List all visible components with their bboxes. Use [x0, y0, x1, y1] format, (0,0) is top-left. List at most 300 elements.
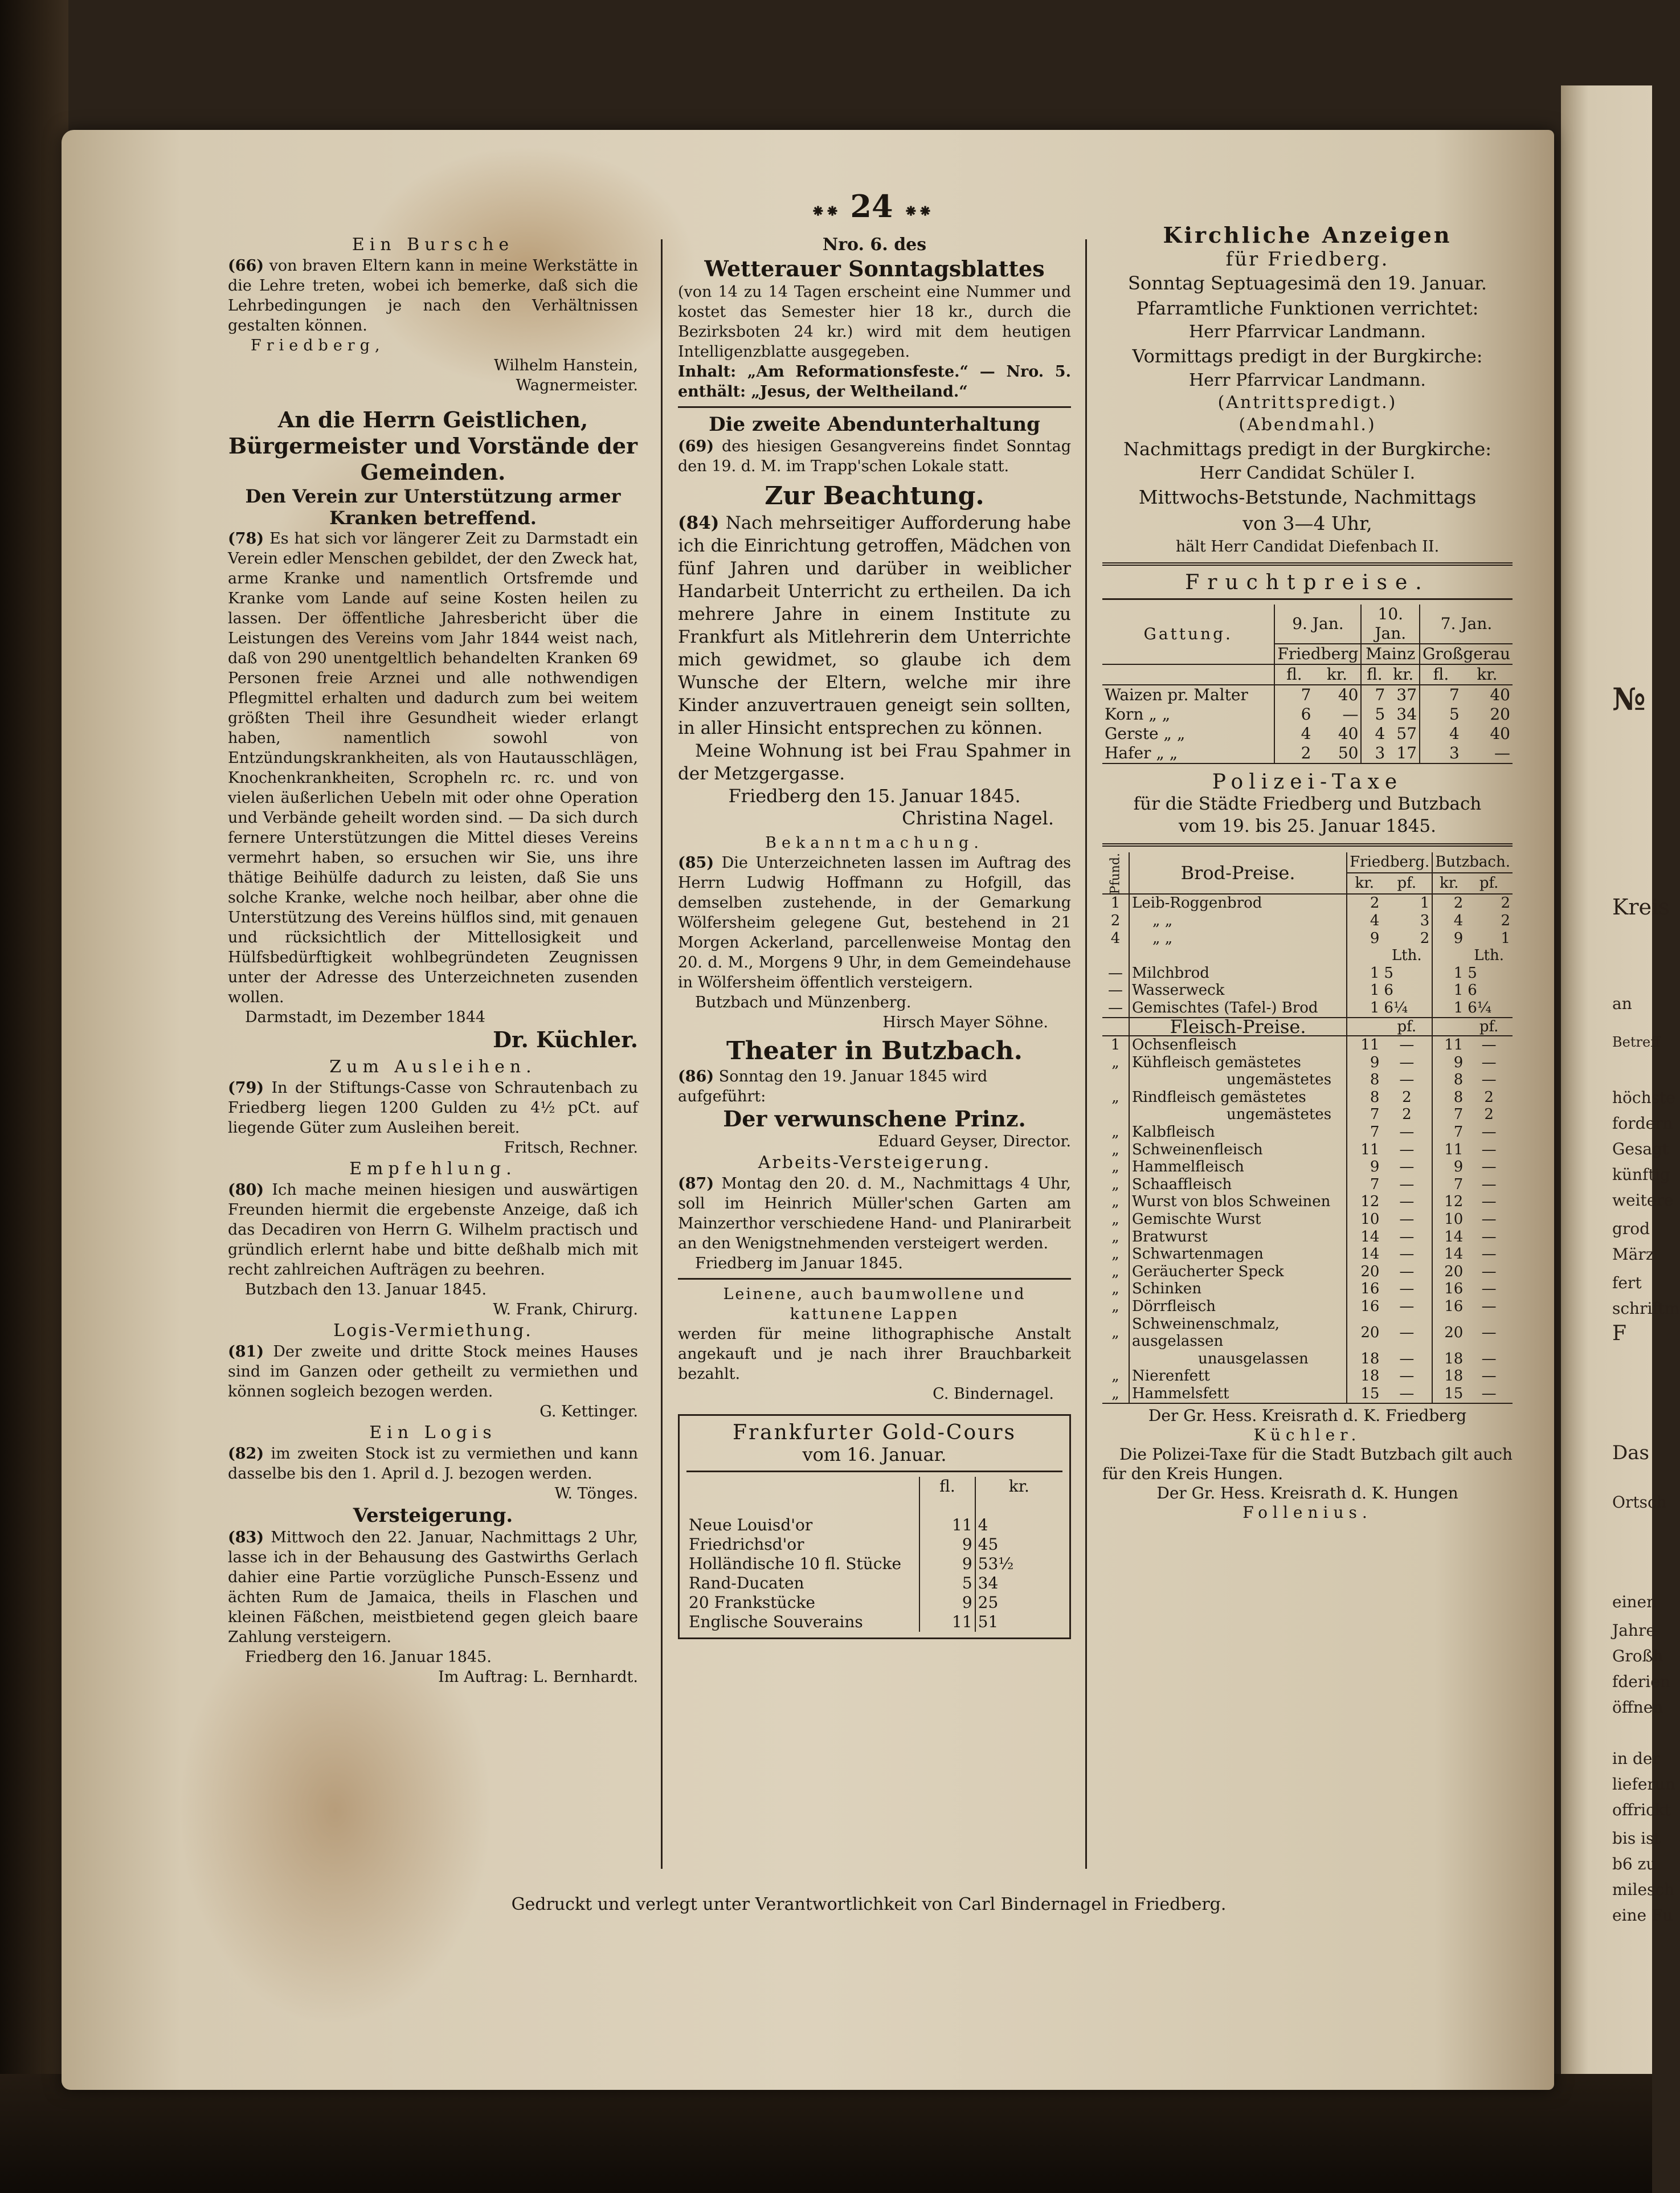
facing-fragment: milesch [1612, 1880, 1675, 1899]
ad-title: Logis-Vermiethung. [333, 1321, 533, 1341]
table-row [1102, 1193, 1513, 1211]
ad-signature: Wagnermeister. [516, 377, 638, 394]
gold-cours-title: Frankfurter Gold-Cours [732, 1421, 1017, 1444]
item-name: Kühfleisch gemästetes [1129, 1054, 1347, 1072]
cell: — [1481, 1280, 1497, 1298]
ad-text: werden für meine lithographische Anstalt angekauft und je nach ihrer Brauchbarkeit bezahlt. [678, 1325, 1071, 1383]
item-name: Leib-Roggenbrod [1129, 894, 1347, 912]
cell: 1 [1501, 929, 1510, 947]
cell: 20 [1490, 705, 1510, 724]
ad-place: Friedberg den 16. Januar 1845. [245, 1648, 492, 1666]
unit-lth: Lth. [1391, 947, 1422, 965]
table-row [1102, 1106, 1513, 1124]
ad-number: (79) [228, 1079, 264, 1097]
table-row: Englische Souverains 11 51 [686, 1612, 1062, 1632]
facing-fragment: Betreff [1612, 1034, 1661, 1050]
item-name: Gemischtes (Tafel-) Brod [1129, 999, 1347, 1018]
table-row [1102, 705, 1513, 724]
church-line: von 3—4 Uhr, [1242, 512, 1372, 534]
cell: — [1399, 1324, 1415, 1341]
cell: 9 [1347, 1158, 1381, 1176]
ad-text: des hiesigen Gesangvereins findet Sonntag den 19. d. M. im Trapp'schen Lokale statt. [678, 438, 1071, 475]
ad-number: (83) [228, 1529, 264, 1546]
unit-kr: kr. [1393, 665, 1414, 684]
item-name: Hammelsfett [1129, 1385, 1347, 1403]
facing-fragment: Das [1612, 1441, 1649, 1464]
table-row: 20 Frankstücke 9 25 [686, 1593, 1062, 1612]
ad-text: Mittwoch den 22. Januar, Nachmittags 2 Uhr, lasse ich in der Behausung des Gastwirths Gerlach dahier eine Partie vorzügliche Punsch-Essenz und ächten Rum de Jamaica, theils in Flaschen und kleinen Fäßchen, meistbietend gegen gleich baare Zahlung versteigern. [228, 1529, 638, 1646]
cell: 9 [1432, 1158, 1465, 1176]
column-left [228, 188, 638, 1687]
cell: — [1481, 1071, 1497, 1089]
cell: 8 [1347, 1071, 1381, 1089]
church-line: Herr Pfarrvicar Landmann. [1189, 322, 1426, 342]
cell: 1 [1432, 965, 1465, 982]
item-name: Schinken [1129, 1280, 1347, 1298]
grain-prices-title: Fruchtpreise. [1185, 571, 1430, 594]
table-row [1102, 685, 1513, 705]
cell: 6¼ [1384, 999, 1408, 1016]
ad-signature: Im Auftrag: L. Bernhardt. [438, 1668, 638, 1686]
cell: 4 [1420, 724, 1462, 744]
table-row: Neue Louisd'or 11 4 [686, 1516, 1062, 1535]
cell: — [1399, 1245, 1415, 1263]
police-tax-subtitle: für die Städte Friedberg und Butzbach [1133, 794, 1482, 814]
col-date: 10. Jan. [1361, 605, 1420, 644]
sonntagsblatt-title: Wetterauer Sonntagsblattes [704, 256, 1045, 281]
ad-text: In der Stiftungs-Casse von Schrautenbach zu Friedberg liegen 1200 Gulden zu 4½ pCt. auf liegende Güter zum Ausleihen bereit. [228, 1079, 638, 1137]
cell: 1 [1347, 965, 1381, 982]
cell: — [1399, 1124, 1415, 1141]
cell: „ [1111, 1158, 1119, 1176]
church-notices-subtitle: für Friedberg. [1225, 248, 1389, 271]
cell: 7 [1420, 685, 1462, 705]
cell: „ [1111, 1228, 1119, 1245]
cell: „ [1111, 1053, 1119, 1071]
cell: — [1399, 1350, 1415, 1367]
facing-fragment: öffnen [1612, 1698, 1663, 1717]
ad-signature: Wilhelm Hanstein, [493, 357, 638, 374]
cell: 3 [1420, 912, 1430, 929]
ad-signature: C. Bindernagel. [933, 1385, 1054, 1403]
facing-fragment: bis ist [1612, 1829, 1661, 1848]
cell: 12 [1432, 1193, 1465, 1211]
sonntagsblatt-line: Nro. 6. des [822, 235, 927, 255]
cell: — [1481, 1263, 1497, 1280]
cell: — [1399, 1211, 1415, 1228]
ad-signature: Eduard Geyser, Director. [878, 1133, 1071, 1150]
facing-fragment: fderien [1612, 1672, 1670, 1691]
unit-kr: kr. [1432, 873, 1465, 894]
table-row: Friedrichsd'or 9 45 [686, 1535, 1062, 1554]
table-row [1102, 1176, 1513, 1194]
cell: 5 [1420, 705, 1462, 724]
cell: 14 [1432, 1228, 1465, 1246]
church-line: Herr Pfarrvicar Landmann. [1189, 370, 1426, 390]
item-name: Hammelfleisch [1129, 1158, 1347, 1176]
item-name: „ „ [1129, 930, 1347, 948]
cell: 9 [1347, 930, 1381, 948]
cell: 9 [1432, 1054, 1465, 1072]
item-name: ungemästetes [1129, 1071, 1347, 1089]
ad-text: Sonntag den 19. Januar 1845 wird aufgeführt: [678, 1068, 988, 1105]
cell: 18 [1347, 1350, 1381, 1368]
gold-cours-table [686, 1477, 1062, 1632]
cell: 2 [1420, 929, 1430, 947]
cell: 8 [1432, 1089, 1465, 1106]
ad-title: Versteigerung. [353, 1504, 513, 1527]
cell: 20 [1432, 1316, 1465, 1350]
cell: „ [1111, 1280, 1119, 1298]
facing-fragment: fert [1612, 1273, 1642, 1292]
item-name: Wurst von blos Schweinen [1129, 1193, 1347, 1211]
cell: 20 [1432, 1263, 1465, 1281]
cell: 4 [1347, 912, 1381, 930]
cell: 8 [1432, 1071, 1465, 1089]
cell: 10 [1347, 1211, 1381, 1228]
cell: 1 [1432, 999, 1465, 1018]
column-rule [661, 239, 663, 1869]
cell: — [1481, 1158, 1497, 1176]
cell: 1 [1347, 982, 1381, 999]
ad-title: Arbeits-Versteigerung. [758, 1153, 991, 1173]
table-row [1102, 1298, 1513, 1316]
ad-signature: Fritsch, Rechner. [504, 1139, 638, 1157]
book-binding-bottom [0, 2074, 1652, 2193]
table-row [1102, 1316, 1513, 1350]
facing-fragment: Gesagt [1612, 1140, 1669, 1158]
church-date: Sonntag Septuagesimä den 19. Januar. [1128, 272, 1487, 294]
ornament-right: ⁕⁕ [904, 202, 933, 222]
cell: 40 [1490, 685, 1510, 704]
cell: — [1481, 1324, 1497, 1341]
cell: 7 [1347, 1124, 1381, 1141]
cell: — [1481, 1175, 1497, 1193]
ad-place: Friedberg den 15. Januar 1845. [728, 785, 1021, 807]
cell: 16 [1347, 1298, 1381, 1316]
cell: — [1481, 1350, 1497, 1367]
cell: 2 [1432, 894, 1465, 912]
ad-place: Friedberg im Januar 1845. [695, 1255, 903, 1272]
gold-cours-date: vom 16. Januar. [802, 1444, 947, 1465]
cell: 10 [1432, 1211, 1465, 1228]
ad-signature: Hirsch Mayer Söhne. [882, 1014, 1048, 1031]
cell: 11 [1432, 1036, 1465, 1054]
unit-pf: pf. [1479, 1018, 1499, 1035]
col-date: 9. Jan. [1274, 605, 1361, 644]
cell: 34 [1396, 705, 1417, 724]
cell: 37 [1396, 685, 1417, 704]
table-row [1102, 1089, 1513, 1106]
item-name: Rindfleisch gemästetes [1129, 1089, 1347, 1106]
cell: — [1481, 1211, 1497, 1228]
cell: 7 [1347, 1106, 1381, 1124]
facing-fragment: künftig [1612, 1165, 1670, 1184]
cell: 5 [1384, 964, 1393, 982]
item-name: Geräucherter Speck [1129, 1263, 1347, 1281]
church-line: hält Herr Candidat Diefenbach II. [1175, 538, 1440, 556]
church-notices-title: Kirchliche Anzeigen [1163, 222, 1452, 248]
cell: 2 [1501, 895, 1510, 912]
cell: „ [1111, 1193, 1119, 1211]
col-place: Mainz [1361, 644, 1420, 664]
table-row [1102, 930, 1513, 948]
ad-text: Meine Wohnung ist bei Frau Spahmer in der Metzgergasse. [678, 741, 1071, 784]
ad-text: Ich mache meinen hiesigen und auswärtigen Freunden hiermit die ergebenste Anzeige, daß ich das Decadiren von Herrn G. Wilhelm practisch und gründlich erlernt habe und bitte deßhalb mich mit recht zahlreichen Aufträgen zu beehren. [228, 1181, 638, 1279]
kreisrath-text: Die Polizei-Taxe für die Stadt Butzbach gilt auch für den Kreis Hungen. [1102, 1444, 1513, 1483]
sonntagsblatt-inhalt: Inhalt: „Am Reformationsfeste.“ — Nro. 5. enthält: „Jesus, der Weltheiland.“ [678, 363, 1071, 401]
cell: 16 [1432, 1298, 1465, 1316]
table-row [1102, 1071, 1513, 1089]
item-name: Kalbfleisch [1129, 1124, 1347, 1141]
cell: — [1399, 1071, 1415, 1089]
facing-fragment: fordern [1612, 1114, 1673, 1133]
cell: 2 [1402, 1106, 1412, 1124]
notice-heading: An die Herrn Geistlichen, Bürgermeister und Vorstände der [228, 407, 638, 459]
ad-signature: W. Frank, Chirurg. [493, 1301, 638, 1318]
cell: — [1481, 1141, 1497, 1158]
ad-signature: Christina Nagel. [902, 807, 1054, 829]
facing-fragment: lieferun [1612, 1775, 1675, 1794]
facing-fragment: № [1612, 681, 1646, 717]
printer-imprint: Gedruckt und verlegt unter Verantwortlichkeit von Carl Bindernagel in Friedberg. [511, 1894, 1227, 1914]
unit-kr: kr. [1347, 873, 1381, 894]
ad-number: (87) [678, 1175, 714, 1193]
cell: „ [1111, 1245, 1119, 1263]
table-row [1102, 1054, 1513, 1072]
cell: 9 [1432, 930, 1465, 948]
facing-fragment: weitere [1612, 1191, 1674, 1210]
kreisrath-line: Der Gr. Hess. Kreisrath d. K. Friedberg [1148, 1406, 1467, 1425]
cell: „ [1111, 1175, 1119, 1193]
col-friedberg: Friedberg. [1347, 852, 1432, 873]
ad-number: (85) [678, 854, 714, 872]
cell: „ [1111, 1211, 1119, 1228]
kreisrath-signature: Follenius. [1242, 1502, 1372, 1522]
table-row [1102, 982, 1513, 999]
cell: 9 [1347, 1054, 1381, 1072]
cell: — [1108, 982, 1123, 999]
ad-title: Theater in Butzbach. [726, 1036, 1023, 1065]
police-tax-date: vom 19. bis 25. Januar 1845. [1179, 816, 1436, 836]
cell: 1 [1347, 999, 1381, 1018]
cell: 14 [1432, 1245, 1465, 1263]
facing-fragment: Großh [1612, 1647, 1663, 1665]
item-name: „ „ [1129, 912, 1347, 930]
cell: — [1481, 1298, 1497, 1316]
item-name: Wasserweck [1129, 982, 1347, 999]
col-kr: kr. [975, 1477, 1062, 1496]
ad-text: Der zweite und dritte Stock meines Hauses sind im Ganzen oder getheilt zu vermiethen und können sogleich bezogen werden. [228, 1343, 638, 1400]
cell: „ [1111, 1141, 1119, 1158]
facing-fragment: F [1612, 1322, 1626, 1345]
cell: 7 [1432, 1124, 1465, 1141]
cell: 6 [1384, 982, 1393, 999]
ad-title: Ein Bursche [351, 235, 514, 255]
cell: 15 [1432, 1385, 1465, 1403]
cell: 4 [1274, 724, 1313, 744]
cell: — [1399, 1053, 1415, 1071]
facing-fragment: März [1612, 1245, 1654, 1264]
cell: 2 [1484, 1106, 1494, 1124]
item-name: unausgelassen [1129, 1350, 1347, 1368]
cell: 4 [1432, 912, 1465, 930]
cell: 18 [1432, 1367, 1465, 1385]
item-name: Schwartenmagen [1129, 1245, 1347, 1263]
cell: 20 [1347, 1263, 1381, 1281]
cell: 11 [1347, 1141, 1381, 1159]
bread-prices-title: Brod-Preise. [1129, 852, 1347, 894]
ad-number: (66) [228, 257, 264, 275]
grain-name: Waizen pr. Malter [1105, 685, 1248, 704]
cell: 20 [1347, 1316, 1381, 1350]
cell: — [1108, 999, 1123, 1016]
facing-fragment: Ortsch [1612, 1493, 1667, 1512]
cell: 1 [1420, 895, 1430, 912]
cell: 2 [1274, 744, 1313, 763]
sonntagsblatt-text: (von 14 zu 14 Tagen erscheint eine Nummer und kostet das Semester hier 18 kr., durch die Bezirksboten 24 kr.) wird mit dem heutigen Intelligenzblatte ausgegeben. [678, 283, 1071, 361]
cell: 40 [1338, 724, 1359, 743]
church-line: Nachmittags predigt in der Burgkirche: [1123, 438, 1491, 460]
item-name: Schaaffleisch [1129, 1176, 1347, 1194]
cell: — [1399, 1036, 1415, 1054]
unit-pf: pf. [1397, 1018, 1417, 1035]
notice-heading: Gemeinden. [360, 459, 506, 485]
cell: 2 [1501, 912, 1510, 929]
cell: „ [1111, 1124, 1119, 1141]
facing-fragment: grod [1612, 1219, 1650, 1238]
cell: 2 [1347, 894, 1381, 912]
cell: 6¼ [1468, 999, 1492, 1016]
table-row [1102, 1245, 1513, 1263]
police-tax-title: Polizei-Taxe [1212, 770, 1403, 794]
facing-fragment: Jahre [1612, 1621, 1656, 1640]
table-row [1102, 912, 1513, 930]
ornament-left: ⁕⁕ [811, 202, 840, 222]
grain-name: Hafer „ „ [1105, 744, 1178, 762]
ad-signature: W. Tönges. [554, 1485, 638, 1502]
cell: — [1399, 1158, 1415, 1176]
table-row [1102, 1158, 1513, 1176]
ad-title: Bekanntmachung. [765, 834, 984, 852]
table-row [1102, 1141, 1513, 1159]
column-rule [1085, 239, 1087, 1869]
table-row [1102, 1280, 1513, 1298]
grain-prices-table [1102, 605, 1513, 764]
col-pfund: Pfund. [1108, 853, 1123, 895]
cell: 40 [1490, 724, 1510, 743]
notice-subheading: Den Verein zur Unterstützung armer Kranken betreffend. [245, 485, 621, 529]
cell: „ [1111, 1263, 1119, 1280]
ad-number: (81) [228, 1343, 264, 1361]
grain-name: Gerste „ „ [1105, 724, 1186, 743]
ad-place: Friedberg, [251, 337, 385, 354]
ad-number: (86) [678, 1068, 714, 1085]
cell [1102, 1106, 1129, 1124]
cell: 18 [1432, 1350, 1465, 1368]
cell: 7 [1347, 1176, 1381, 1194]
ad-text: von braven Eltern kann in meine Werkstätte in die Lehre treten, wobei ich bemerke, daß sich die Lehrbedingungen je nach den Verhältnissen gestalten können. [228, 257, 638, 334]
cell: — [1399, 1367, 1415, 1385]
church-line: (Antrittspredigt.) [1217, 393, 1397, 413]
cell: 1 [1110, 1036, 1121, 1054]
cell: — [1481, 1228, 1497, 1245]
cell: — [1481, 1193, 1497, 1211]
cell: 5 [1468, 964, 1477, 982]
ad-number: (80) [228, 1181, 264, 1199]
item-name: Ochsenfleisch [1129, 1036, 1347, 1054]
ad-place: Butzbach und Münzenberg. [695, 994, 911, 1011]
item-name: Dörrfleisch [1129, 1298, 1347, 1316]
cell: 7 [1274, 685, 1313, 705]
cell: 18 [1347, 1367, 1381, 1385]
book-binding-left [0, 0, 68, 2193]
ad-title: Ein Logis [369, 1423, 497, 1443]
cell: „ [1111, 1385, 1119, 1402]
ad-title: Zum Ausleihen. [329, 1057, 537, 1077]
cell: — [1399, 1193, 1415, 1211]
ad-text: Es hat sich vor längerer Zeit zu Darmstadt ein Verein edler Menschen gebildet, der den Zweck hat, arme Kranke und namentlich Ortsfremde und Kranke vom Lande auf seine Kosten heilen zu lassen. Der öffentliche Jahresbericht über die Leistungen des Vereins vom Jahr 1844 weist nach, daß von 290 unentgeltlich behandelten Kranken 69 Personen freie Arznei und alle nothwendigen Pflegmittel erhalten und dadurch zum bei weitem größten Theil ihre Gesundheit wieder erlangt haben, namentlich sowohl von Entzündungskrankheiten, als von Hautausschlägen, Knochenkrankheiten, Scropheln rc. rc. und von vielen äußerlichen Uebeln mit oder ohne Operation und Verbände geheilt worden sind. — Da sich durch fernere Unterstützungen die Mittel dieses Vereins vermehrt haben, so ersuchen wir Sie, uns ihre thätige Beihülfe dadurch zu leisten, daß Sie uns solche Kranke, welche noch heilbar, aber ohne die Unterstützung des Vereins hülflos sind, mit genauen und rücksichtlich der Mittellosigkeit und Hülfsbedürftigkeit wohlbegründeten Zeugnissen unter der Adresse des Unterzeichneten zusenden wollen. [228, 530, 638, 1006]
col-date: 7. Jan. [1420, 605, 1513, 644]
ad-text: Die Unterzeichneten lassen im Auftrag des Herrn Ludwig Hoffmann zu Hofgill, das demselben zustehende, in der Gemarkung Wölfersheim gelegene Gut, bestehend in 21 Morgen Ackerland, parcellenweise Montag den 20. d. M., Morgens 9 Uhr, in dem Gemeindehause in Wölfersheim öffentlich versteigern. [678, 854, 1071, 991]
cell: 1 [1110, 895, 1121, 912]
unit-fl: fl. [1274, 664, 1313, 685]
church-line: Herr Candidat Schüler I. [1199, 463, 1416, 483]
cell: 15 [1347, 1385, 1381, 1403]
cell: 14 [1347, 1228, 1381, 1246]
ad-title: Zur Beachtung. [765, 481, 984, 511]
cell: 12 [1347, 1193, 1381, 1211]
facing-fragment: einen [1612, 1592, 1657, 1611]
table-row [1102, 1124, 1513, 1141]
column-middle [678, 188, 1071, 1639]
col-butzbach: Butzbach. [1432, 852, 1513, 873]
cell: — [1481, 1245, 1497, 1263]
table-row [1102, 965, 1513, 982]
cell: 3 [1420, 744, 1462, 763]
page-number-value: 24 [850, 188, 893, 224]
cell: 17 [1396, 744, 1417, 762]
cell: 2 [1402, 1088, 1412, 1106]
ad-place: Butzbach den 13. Januar 1845. [245, 1281, 487, 1298]
table-row [1102, 1350, 1513, 1368]
facing-fragment: schriftm [1612, 1299, 1680, 1318]
cell [1102, 1071, 1129, 1089]
facing-fragment: b6 zu [1612, 1855, 1657, 1873]
item-name: Nierenfett [1129, 1367, 1347, 1385]
unit-kr: kr. [1326, 665, 1348, 684]
cell: — [1399, 1141, 1415, 1158]
bread-meat-prices-table [1102, 852, 1513, 1404]
cell: 1 [1432, 982, 1465, 999]
cell: 5 [1361, 705, 1387, 724]
cell: 7 [1432, 1106, 1465, 1124]
cell: — [1108, 964, 1123, 982]
unit-pf: pf. [1479, 875, 1499, 892]
ad-number: (82) [228, 1445, 264, 1463]
cell: 50 [1338, 744, 1359, 762]
ad-title: Die zweite Abendunterhaltung [709, 413, 1040, 436]
col-fl: fl. [919, 1477, 975, 1496]
ad-number: (69) [678, 438, 714, 455]
facing-fragment: an [1612, 994, 1632, 1013]
table-row [1102, 894, 1513, 912]
cell: — [1399, 1280, 1415, 1298]
column-right [1102, 188, 1513, 1522]
unit-pf: pf. [1397, 875, 1417, 892]
cell: 6 [1274, 705, 1313, 724]
unit-kr: kr. [1477, 665, 1498, 684]
